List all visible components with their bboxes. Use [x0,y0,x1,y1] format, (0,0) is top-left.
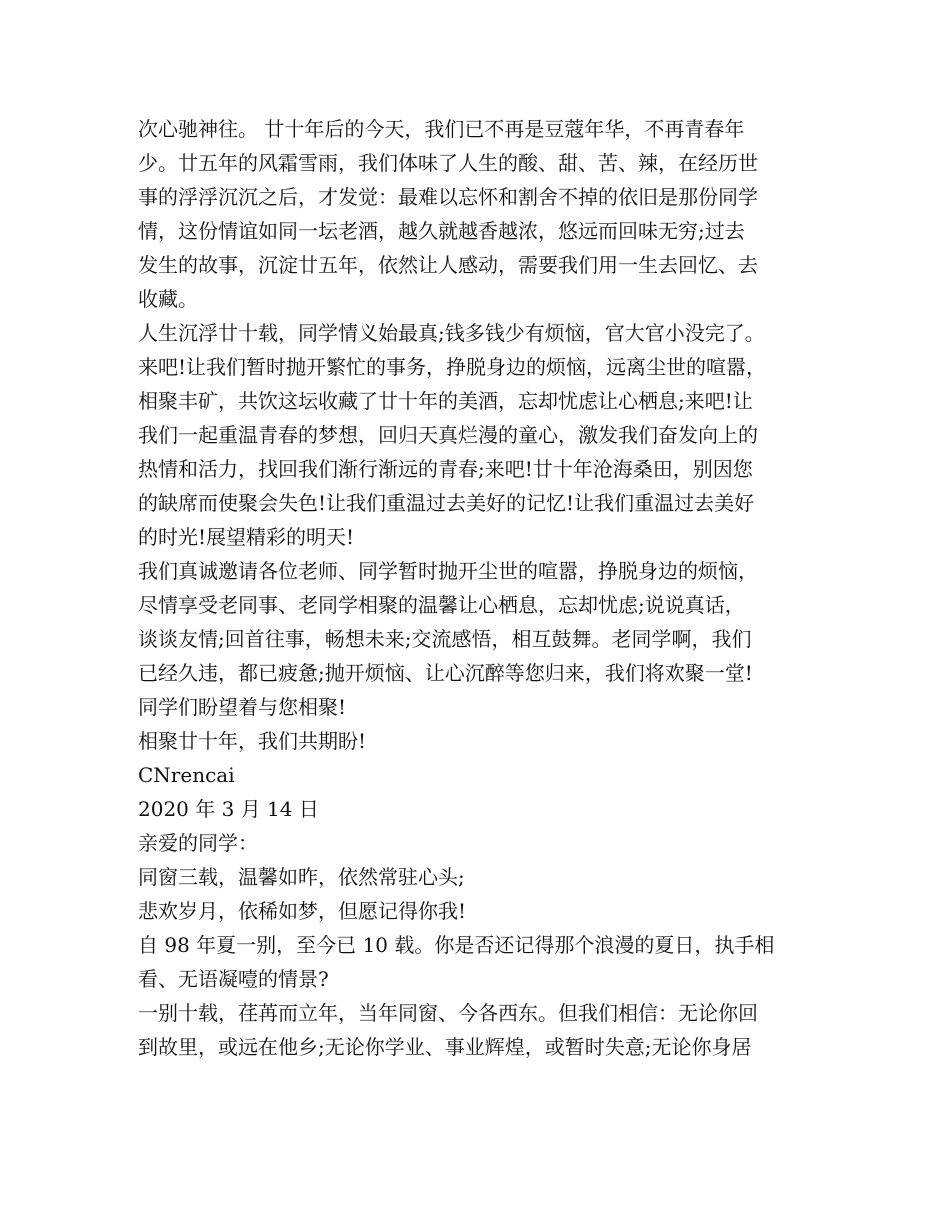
text-line: 的时光!展望精彩的明天! [138,525,355,549]
text-line: 同窗三载，温馨如昨，依然常驻心头; [138,865,465,889]
text-line: 少。廿五年的风霜雪雨，我们体味了人生的酸、甜、苦、辣，在经历世 [138,151,758,175]
text-line: 事的浮浮沉沉之后，才发觉：最难以忘怀和割舍不掉的依旧是那份同学 [138,185,758,209]
text-line: 一别十载，荏苒而立年，当年同窗、今各西东。但我们相信：无论你回 [138,1001,758,1025]
text-line: 我们真诚邀请各位老师、同学暂时抛开尘世的喧嚣，挣脱身边的烦恼， [138,559,758,583]
text-line: 人生沉浮廿十载，同学情义始最真;钱多钱少有烦恼，官大官小没完了。 [138,321,765,345]
document-body [138,112,828,1064]
text-line: 的缺席而使聚会失色!让我们重温过去美好的记忆!让我们重温过去美好 [138,491,755,515]
text-line: 发生的故事，沉淀廿五年，依然让人感动，需要我们用一生去回忆、去 [138,253,758,277]
text-line: 来吧!让我们暂时抛开繁忙的事务，挣脱身边的烦恼，远离尘世的喧嚣， [138,355,767,379]
text-line: 我们一起重温青春的梦想，回归天真烂漫的童心，激发我们奋发向上的 [138,423,758,447]
text-line: 情，这份情谊如同一坛老酒，越久就越香越浓，悠远而回味无穷;过去 [138,219,745,243]
text-line: 看、无语凝噎的情景? [138,967,329,991]
text-line: 到故里，或远在他乡;无论你学业、事业辉煌，或暂时失意;无论你身居 [138,1035,752,1059]
text-line: 悲欢岁月，依稀如梦，但愿记得你我! [138,899,467,923]
text-line: 热情和活力，找回我们渐行渐远的青春;来吧!廿十年沧海桑田，别因您 [138,457,753,481]
text-line: 自 98 年夏一别，至今已 10 载。你是否还记得那个浪漫的夏日，执手相 [138,933,775,957]
text-line: 已经久违，都已疲惫;抛开烦恼、让心沉醉等您归来，我们将欢聚一堂! [138,661,753,685]
text-line: 谈谈友情;回首往事，畅想未来;交流感悟，相互鼓舞。老同学啊，我们 [138,627,752,651]
text-line: 相聚廿十年，我们共期盼! [138,729,367,753]
text-line: 相聚丰矿，共饮这坛收藏了廿十年的美酒，忘却忧虑让心栖息;来吧!让 [138,389,753,413]
text-line: 同学们盼望着与您相聚! [138,695,347,719]
text-line: 亲爱的同学： [138,831,258,855]
text-line: 次心驰神往。 廿十年后的今天，我们已不再是豆蔻年华，不再青春年 [138,117,745,141]
text-line: 2020 年 3 月 14 日 [138,797,319,821]
text-line: 尽情享受老同事、老同学相聚的温馨让心栖息，忘却忧虑;说说真话， [138,593,745,617]
text-line: CNrencai [138,763,235,787]
text-line: 收藏。 [138,287,198,311]
